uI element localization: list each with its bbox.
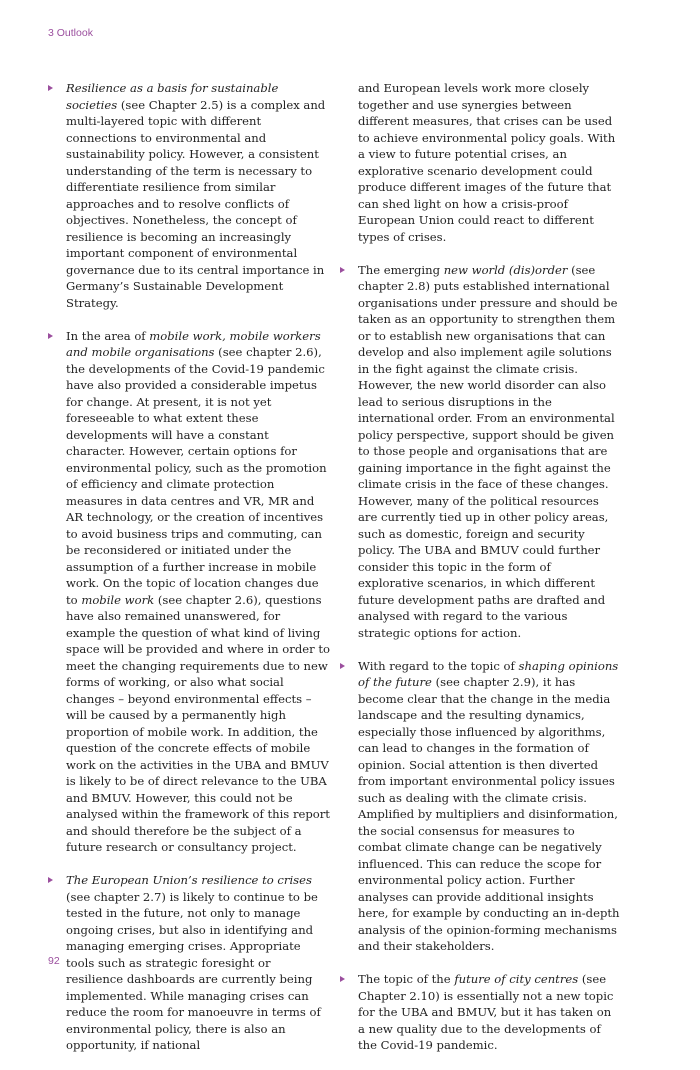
bullet-triangle-icon — [48, 877, 53, 883]
bullet-item-resilience — [48, 80, 330, 311]
bullet-triangle-icon — [48, 333, 53, 339]
bullet-triangle-icon — [340, 663, 345, 669]
paragraph: Resilience as a basis for sustainable societies (see Chapter 2.5) is a complex and multi-layered topic with different connections to environmental and sustainability policy. However, a consistent understanding of the term is necessary to differentiate resilience from similar approaches and to resolve conflicts of objectives. Nonetheless, the concept of resilience is becoming an increasingly important component of environmental governance due to its central importance in Germany’s Sustainable Development Strategy. — [66, 81, 326, 310]
paragraph: The European Union’s resilience to crises (see chapter 2.7) is likely to continue to be tested in the future, not only to manage ongoing crises, but also in identifying and managing emerging crises. Appropriate tools such as strategic foresight or resilience dashboards are currently being implemented. While managing crises can reduce the room for manoeuvre in terms of environmental policy, there is also an opportunity, if national — [66, 873, 321, 1052]
page-number: 92 — [48, 955, 60, 967]
continued-paragraph: and European levels work more closely together and use synergies between different measures, that crises can be used to achieve environmental policy goals. With a view to future potential crises, an explorative scenario development could produce different images of the future that can shed light on how a crisis-proof European Union could react to different types of crises. — [358, 81, 616, 244]
paragraph: The topic of the future of city centres (see Chapter 2.10) is essentially not a new topic for the UBA and BMUV, but it has taken on a new quality due to the developments of the Covid-19 pandemic. — [358, 972, 614, 1052]
bullet-item-shaping-opinions — [340, 658, 620, 955]
bullet-item-mobile-work — [48, 328, 330, 856]
bullet-triangle-icon — [340, 976, 345, 982]
right-column — [340, 80, 620, 1070]
paragraph: In the area of mobile work, mobile workers and mobile organisations (see chapter 2.6), the developments of the Covid-19 pandemic have also provided a considerable impetus for change. At present, it is not yet foreseeable to what extent these developments will have a constant character. However, certain options for environmental policy, such as the promotion of efficiency and climate protection measures in data centres and VR, MR and AR technology, or the creation of incentives to avoid business trips and commuting, can be reconsidered or initiated under the assumption of a further increase in mobile work. On the topic of location changes due to mobile work (see chapter 2.6), questions have also remained unanswered, for example the question of what kind of living space will be provided and where in order to meet the changing requirements due to new forms of working, or also what social changes – beyond environmental effects – will be caused by a permanently high proportion of mobile work. In addition, the question of the concrete effects of mobile work on the activities in the UBA and BMUV is likely to be of direct relevance to the UBA and BMUV. However, this could not be analysed within the framework of this report and should therefore be the subject of a future research or consultancy project. — [66, 328, 330, 854]
bullet-item-city-centres — [340, 971, 620, 1054]
paragraph: The emerging new world (dis)order (see chapter 2.8) puts established international organisations under pressure and should be taken as an opportunity to strengthen them or to establish new organisations that can develop and also implement agile solutions in the fight against the climate crisis. However, the new world disorder can also lead to serious disruptions in the international order. From an environmental policy perspective, support should be given to those people and organisations that are gaining importance in the fight against the climate crisis in the face of these changes. However, many of the political resources are currently tied up in other policy areas, such as domestic, foreign and security policy. The UBA and BMUV could further consider this topic in the form of explorative scenarios, in which different future development paths are drafted and analysed with regard to the various strategic options for action. — [358, 262, 618, 640]
bullet-item-eu-resilience — [48, 872, 330, 1054]
bullet-item-world-disorder — [340, 262, 620, 642]
bullet-triangle-icon — [340, 267, 345, 273]
bullet-triangle-icon — [48, 85, 53, 91]
left-column — [48, 80, 330, 1070]
section-header: 3 Outlook — [48, 27, 93, 39]
paragraph: With regard to the topic of shaping opinions of the future (see chapter 2.9), it has become clear that the change in the media landscape and the resulting dynamics, especially those influenced by algorithms, can lead to changes in the formation of opinion. Social attention is then diverted from important environmental policy issues such as dealing with the climate crisis. Amplified by multipliers and disinformation, the social consensus for measures to combat climate change can be negatively influenced. This can reduce the scope for environmental policy action. Further analyses can provide additional insights here, for example by conducting an in-depth analysis of the opinion-forming mechanisms and their stakeholders. — [358, 658, 620, 953]
